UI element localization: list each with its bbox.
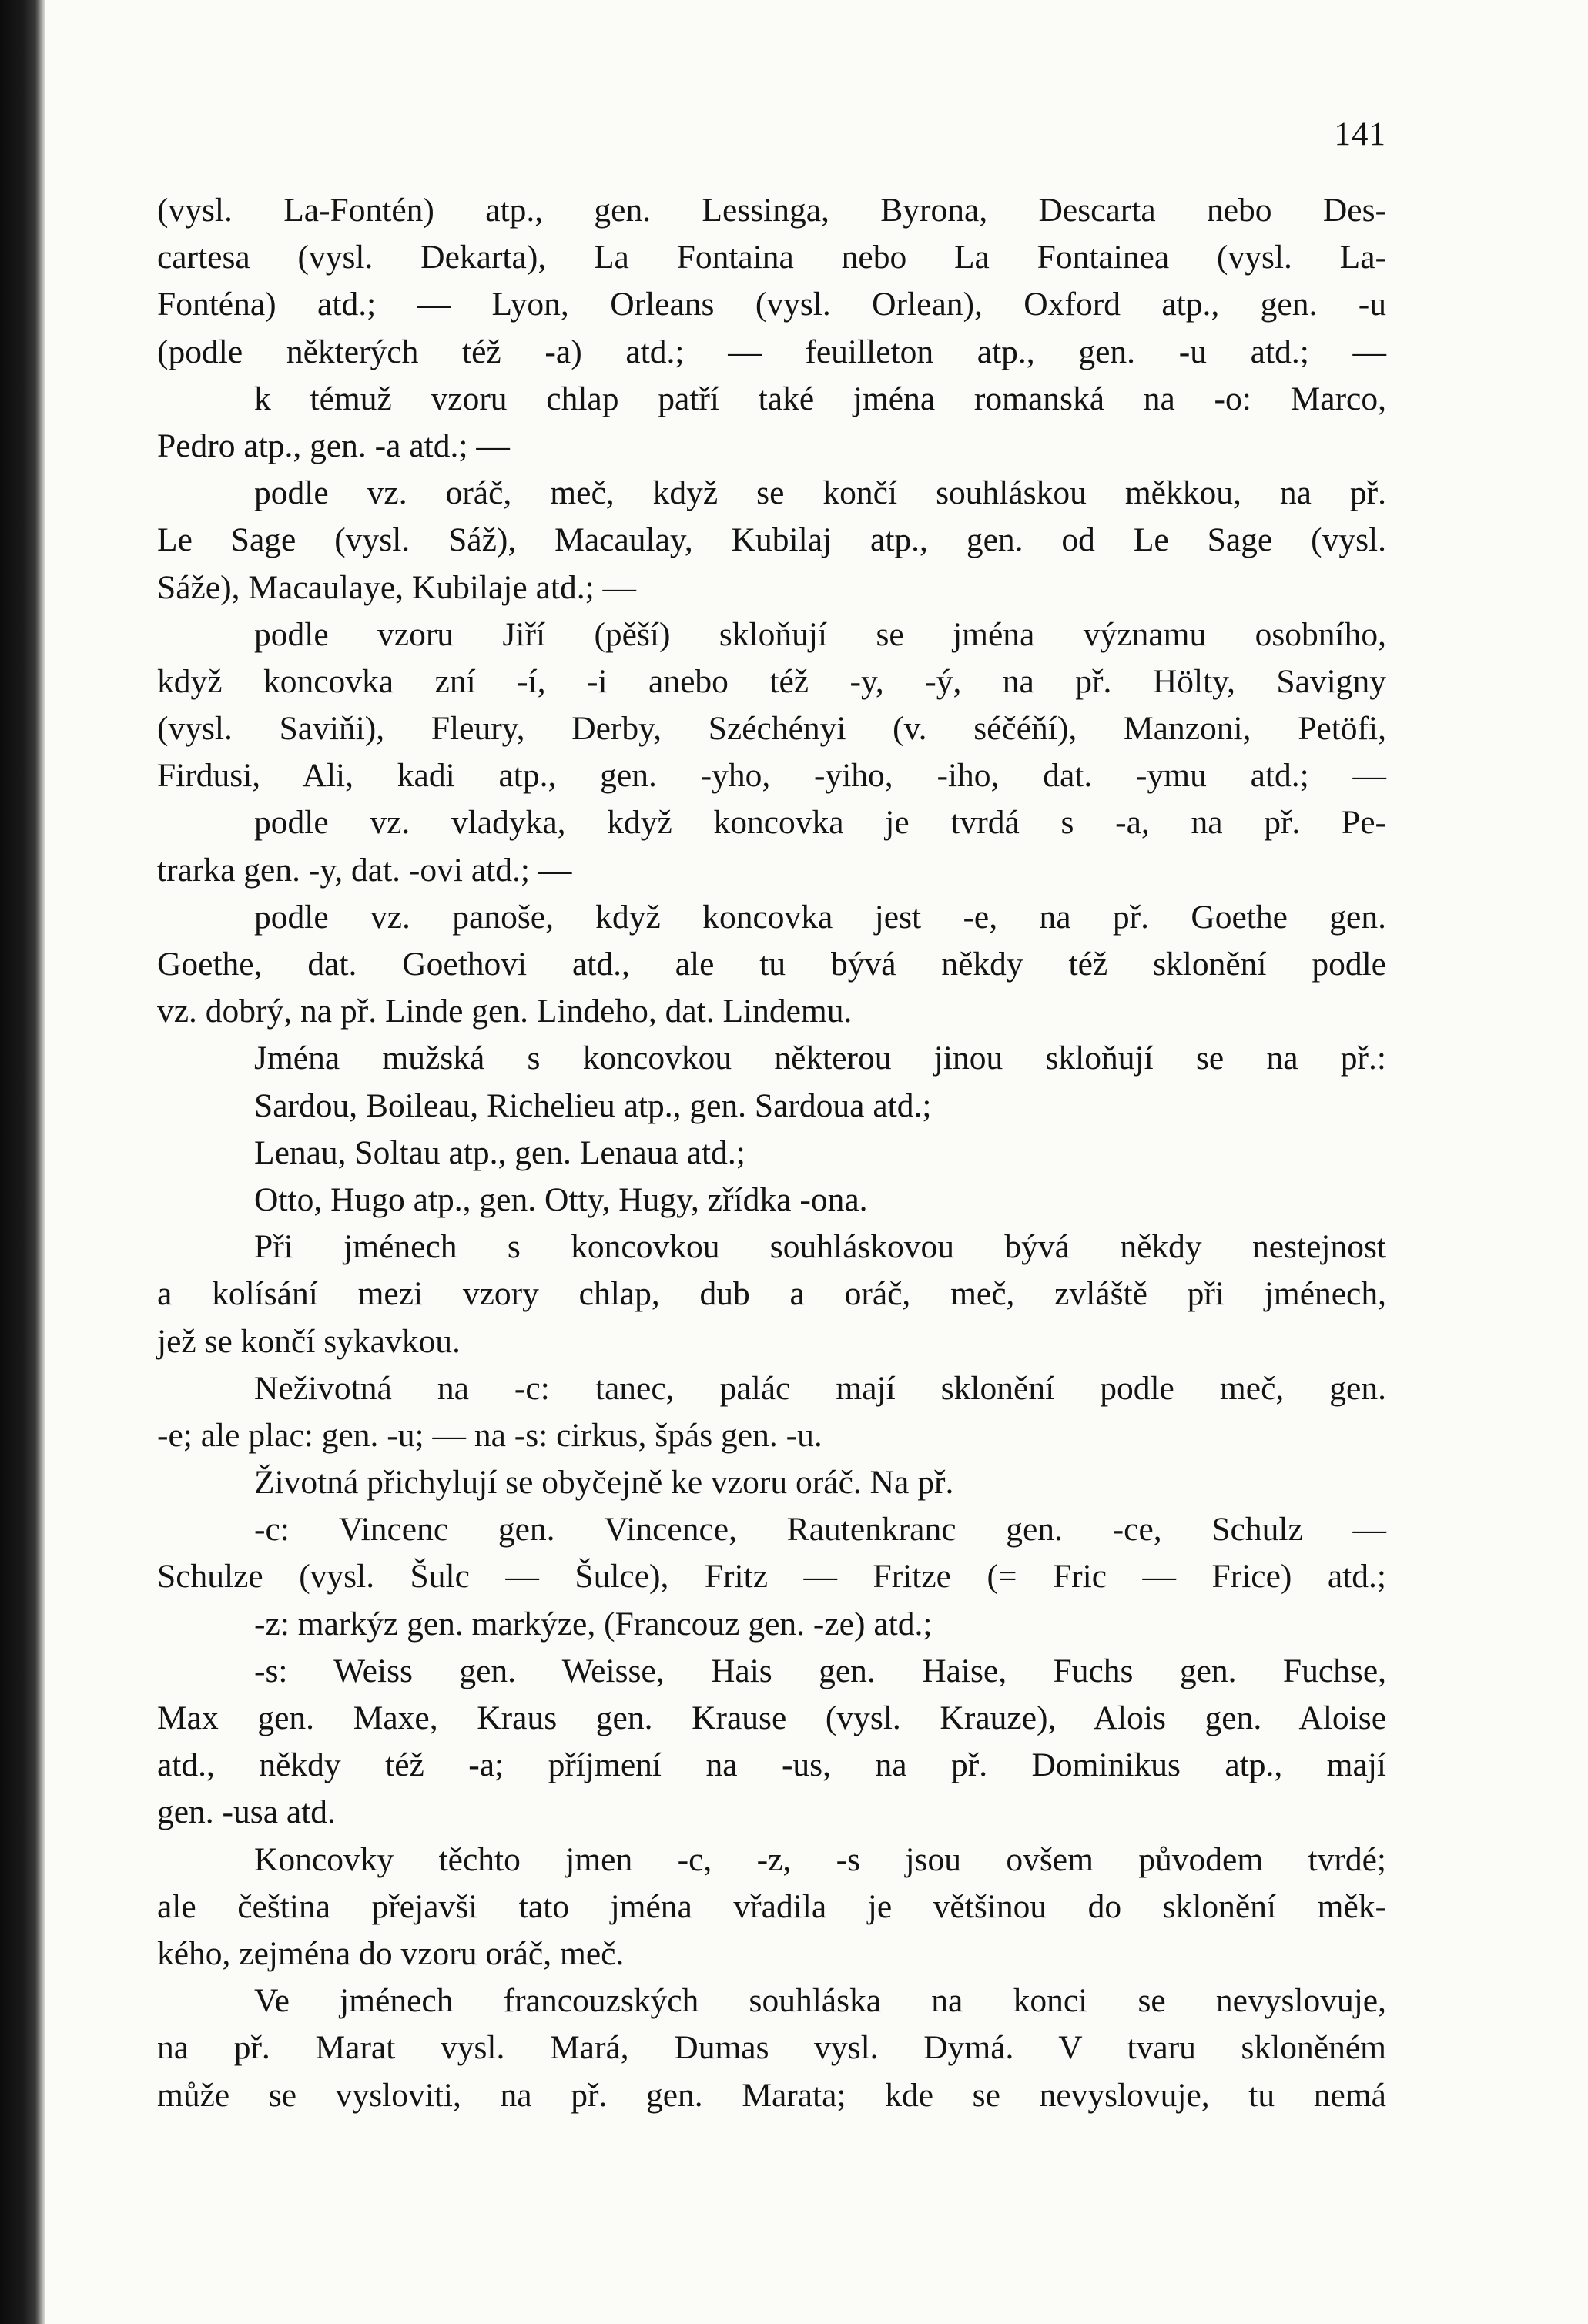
text-line: Lenau, Soltau atp., gen. Lenaua atd.; <box>254 1134 745 1171</box>
text-line: Koncovky těchto jmen -c, -z, -s jsou ovšem původem tvrdé; <box>254 1840 1386 1878</box>
text-line: podle vz. panoše, když koncovka jest -e, na př. Goethe gen. <box>254 898 1386 936</box>
text-line: Při jménech s koncovkou souhláskovou bývá někdy nestejnost <box>254 1228 1386 1266</box>
text-line: Sáže), Macaulaye, Kubilaje atd.; — <box>157 568 637 606</box>
text-line: -c: Vincenc gen. Vincence, Rautenkranc gen. -ce, Schulz — <box>254 1511 1386 1549</box>
text-line: když koncovka zní -í, -i anebo též -y, -ý, na př. Hölty, Savigny <box>157 662 1386 700</box>
text-line: podle vzoru Jiří (pěší) skloňují se jména významu osobního, <box>254 615 1386 653</box>
text-line: na př. Marat vysl. Mará, Dumas vysl. Dymá. V tvaru skloněném <box>157 2029 1386 2067</box>
text-line: jež se končí sykavkou. <box>157 1322 461 1360</box>
text-line: -s: Weiss gen. Weisse, Hais gen. Haise, Fuchs gen. Fuchse, <box>254 1652 1386 1689</box>
text-line: Max gen. Maxe, Kraus gen. Krause (vysl. Krauze), Alois gen. Aloise <box>157 1699 1386 1736</box>
text-line: Neživotná na -c: tanec, palác mají sklonění podle meč, gen. <box>254 1369 1386 1407</box>
text-line: (podle některých též -a) atd.; — feuilleton atp., gen. -u atd.; — <box>157 333 1386 370</box>
book-binding-edge <box>0 0 45 2324</box>
text-line: trarka gen. -y, dat. -ovi atd.; — <box>157 851 572 889</box>
text-line: Životná přichylují se obyčejně ke vzoru oráč. Na př. <box>254 1464 954 1502</box>
text-line: ale čeština přejavši tato jména vřadila je většinou do sklonění měk- <box>157 1887 1386 1925</box>
text-line: vz. dobrý, na př. Linde gen. Lindeho, dat. Lindemu. <box>157 993 853 1030</box>
text-line: Otto, Hugo atp., gen. Otty, Hugy, zřídka -ona. <box>254 1180 868 1218</box>
text-line: podle vz. vladyka, když koncovka je tvrdá s -a, na př. Pe- <box>254 804 1386 842</box>
text-line: kého, zejména do vzoru oráč, meč. <box>157 1934 625 1972</box>
text-line: Goethe, dat. Goethovi atd., ale tu bývá někdy též sklonění podle <box>157 946 1386 983</box>
text-line: atd., někdy též -a; příjmení na -us, na př. Dominikus atp., mají <box>157 1746 1386 1784</box>
text-line: Sardou, Boileau, Richelieu atp., gen. Sardoua atd.; <box>254 1087 932 1124</box>
page-body <box>157 187 1386 2119</box>
text-line: Schulze (vysl. Šulc — Šulce), Fritz — Fritze (= Fric — Frice) atd.; <box>157 1558 1386 1596</box>
text-line: může se vysloviti, na př. gen. Marata; kde se nevyslovuje, tu nemá <box>157 2076 1386 2114</box>
text-line: Jména mužská s koncovkou některou jinou skloňují se na př.: <box>254 1040 1386 1077</box>
text-line: (vysl. La-Fontén) atp., gen. Lessinga, Byrona, Descarta nebo Des- <box>157 192 1386 229</box>
text-line: a kolísání mezi vzory chlap, dub a oráč, meč, zvláště při jménech, <box>157 1275 1386 1313</box>
text-line: Fonténa) atd.; — Lyon, Orleans (vysl. Orlean), Oxford atp., gen. -u <box>157 286 1386 323</box>
page-number: 141 <box>1334 116 1386 152</box>
text-line: Firdusi, Ali, kadi atp., gen. -yho, -yiho, -iho, dat. -ymu atd.; — <box>157 757 1386 795</box>
text-line: gen. -usa atd. <box>157 1793 336 1831</box>
text-line: Le Sage (vysl. Sáž), Macaulay, Kubilaj atp., gen. od Le Sage (vysl. <box>157 521 1386 559</box>
text-line: -e; ale plac: gen. -u; — na -s: cirkus, špás gen. -u. <box>157 1416 822 1454</box>
text-line: (vysl. Saviňi), Fleury, Derby, Széchényi (v. séčéňí), Manzoni, Petöfi, <box>157 710 1386 748</box>
text-line: Pedro atp., gen. -a atd.; — <box>157 427 510 464</box>
text-line: k témuž vzoru chlap patří také jména romanská na -o: Marco, <box>254 380 1386 417</box>
text-line: podle vz. oráč, meč, když se končí souhláskou měkkou, na př. <box>254 474 1386 512</box>
text-line: Ve jménech francouzských souhláska na konci se nevyslovuje, <box>254 1982 1386 2020</box>
text-line: -z: markýz gen. markýze, (Francouz gen. -ze) atd.; <box>254 1605 933 1643</box>
text-line: cartesa (vysl. Dekarta), La Fontaina nebo La Fontainea (vysl. La- <box>157 239 1386 276</box>
